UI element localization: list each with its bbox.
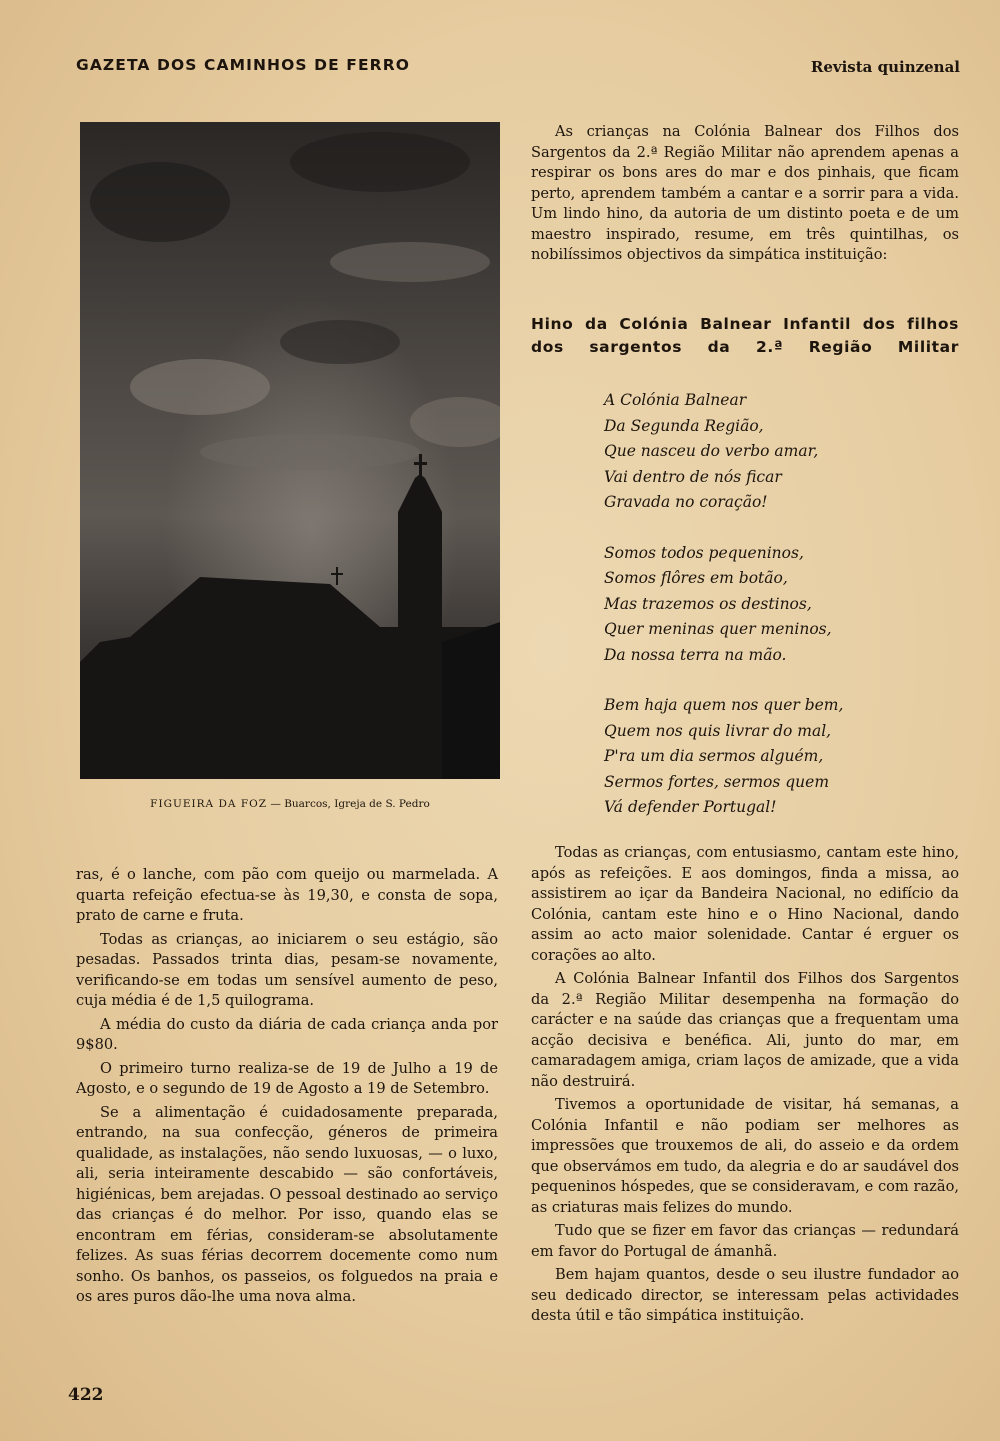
page-number: 422 <box>68 1385 104 1405</box>
body-paragraph: Tivemos a oportunidade de visitar, há semanas, a Colónia Infantil e não podiam ser melhores as impressões que trouxemos de ali, do asseio e da ordem que observámos em tudo, da alegria e do ar saudável dos pequeninos hóspedes, que se consideravam, e com razão, as criaturas mais felizes do mundo. <box>531 1096 959 1216</box>
hymn-poem <box>604 388 934 846</box>
intro-column <box>531 122 959 269</box>
poem-line: Bem haja quem nos quer bem, <box>604 696 844 714</box>
body-paragraph: Todas as crianças, com entusiasmo, cantam este hino, após as refeições. E aos domingos, finda a missa, ao assistirem ao içar da Bandeira Nacional, no edifício da Colónia, cantam este hino e o Hino Nacional, dando assim ao acto maior solenidade. Cantar é erguer os corações ao alto. <box>531 844 959 964</box>
hymn-title: Hino da Colónia Balnear Infantil dos filhos dos sargentos da 2.ª Região Militar <box>531 315 959 356</box>
poem-line: Sermos fortes, sermos quem <box>604 772 830 791</box>
poem-line: Da nossa terra na mão. <box>604 645 787 664</box>
right-article-column <box>531 843 959 1330</box>
publication-title: GAZETA DOS CAMINHOS DE FERRO <box>76 56 411 74</box>
poem-line: Gravada no coração! <box>604 493 768 511</box>
body-paragraph: A média do custo da diária de cada criança anda por 9$80. <box>76 1015 498 1053</box>
body-paragraph: A Colónia Balnear Infantil dos Filhos dos Sargentos da 2.ª Região Militar desempenha na formação do carácter e na saúde das crianças que a frequentam uma acção decisiva e benéfica. Ali, junto do mar, em camaradagem amiga, criam laços de amizade, que a vida não destruirá. <box>531 970 959 1090</box>
poem-line: Da Segunda Região, <box>604 416 764 435</box>
poem-line: Que nasceu do verbo amar, <box>604 442 819 460</box>
poem-line: Quem nos quis livrar do mal, <box>604 721 832 740</box>
publication-subtitle: Revista quinzenal <box>810 58 960 76</box>
body-paragraph: Se a alimentação é cuidadosamente preparada, entrando, na sua confecção, géneros de primeira qualidade, as instalações, não sendo luxuosas, — o luxo, ali, seria inteiramente descabido — são confortáveis, higiénicas, bem arejadas. O pessoal destinado ao serviço das crianças é do melhor. Por isso, quando elas se encontram em férias, consideram-se absolutamente felizes. As suas férias decorrem docemente como num sonho. Os banhos, os passeios, os folguedos na praia e os ares puros dão-lhe uma nova alma. <box>76 1103 498 1305</box>
stanza-1 <box>604 388 934 516</box>
stanza-3 <box>604 693 934 821</box>
poem-line: Mas trazemos os destinos, <box>604 594 812 613</box>
poem-line: Quer meninas quer meninos, <box>604 620 832 638</box>
poem-line: Vá defender Portugal! <box>604 798 777 816</box>
poem-line: Somos todos pequeninos, <box>604 543 804 562</box>
stanza-2 <box>604 541 934 669</box>
body-paragraph: Bem hajam quantos, desde o seu ilustre fundador ao seu dedicado director, se interessam pelas actividades desta útil e tão simpática instituição. <box>531 1266 959 1324</box>
body-paragraph: Todas as crianças, ao iniciarem o seu estágio, são pesadas. Passados trinta dias, pesam-se novamente, verificando-se em todas um sensível aumento de peso, cuja média é de 1,5 quilograma. <box>76 930 498 1009</box>
left-article-column <box>76 865 498 1311</box>
caption-place: FIGUEIRA DA FOZ <box>150 798 268 810</box>
photo-caption <box>80 798 500 810</box>
poem-line: P'ra um dia sermos alguém, <box>604 747 824 765</box>
intro-paragraph: As crianças na Colónia Balnear dos Filhos dos Sargentos da 2.ª Região Militar não aprendem apenas a respirar os bons ares do mar e dos pinhais, que ficam perto, aprendem também a cantar e a sorrir para a vida. Um lindo hino, da autoria de um distinto poeta e de um maestro inspirado, resume, em três quintilhas, os nobilíssimos objectivos da simpática instituição: <box>531 123 959 263</box>
poem-line: Vai dentro de nós ficar <box>604 467 782 486</box>
church-photo <box>80 122 500 779</box>
caption-description: — Buarcos, Igreja de S. Pedro <box>267 798 430 810</box>
body-paragraph: ras, é o lanche, com pão com queijo ou marmelada. A quarta refeição efectua-se às 19,30, e consta de sopa, prato de carne e fruta. <box>76 866 498 924</box>
body-paragraph: O primeiro turno realiza-se de 19 de Julho a 19 de Agosto, e o segundo de 19 de Agosto a 19 de Setembro. <box>76 1059 498 1097</box>
body-paragraph: Tudo que se fizer em favor das crianças — redundará em favor do Portugal de ámanhã. <box>531 1222 959 1260</box>
poem-line: A Colónia Balnear <box>604 391 747 409</box>
poem-line: Somos flôres em botão, <box>604 569 788 587</box>
